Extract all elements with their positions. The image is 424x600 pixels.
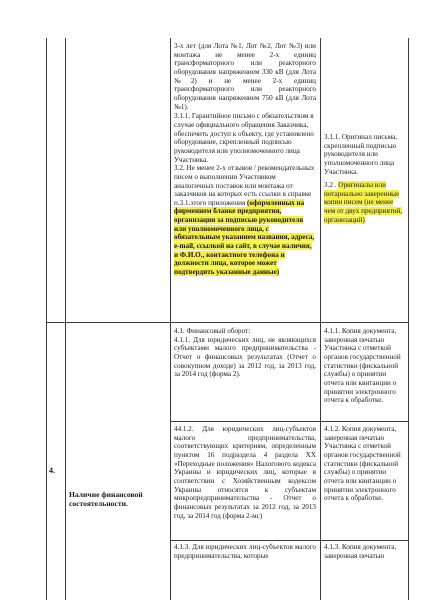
table-divider-col1 [65, 38, 66, 600]
micro-business-doc-cell [324, 543, 404, 560]
references-text-plain: 3.2. Не менее 2-х отзывов / рекомендательных писем о выполнении Участником аналогичных поставок или монтажа от заказчиков на которых есть ссылки в справке п.3.1.этого приложения [174, 164, 315, 207]
micro-business-doc-text: 4.1.3. Копия документа, заверенная печатью [324, 543, 397, 560]
section-divider-1 [170, 421, 409, 422]
row-divider-top-block [46, 322, 409, 323]
financial-turnover-doc-cell [324, 327, 404, 405]
documents-cell [324, 133, 404, 176]
table-divider-col2 [170, 38, 171, 600]
small-business-cell [174, 425, 316, 520]
originals-highlight: Оригиналы или нотариально заверенные копии писем (не менее чем от двух предприятий, организаций) [324, 181, 403, 224]
original-letter-text: 3.1.1. Оригинал письма, скрепленный подписью руководителя или уполномоченного лица Участника. [324, 133, 398, 176]
originals-text [324, 181, 404, 224]
guarantee-letter-text: 3.1.1. Гарантийное письмо с обязательством в случае официального обращения Заказчика, обеспечить доступ к объекту, где установлено оборудование, скрепленный подписью руководителя или уполномоченного лица Участника. [174, 112, 314, 164]
financial-turnover-cell [174, 327, 316, 379]
small-business-doc-text: 4.1.2. Копия документа, заверенная печатью Участника с отметкой органов государственной статистики (фискальной службы) о принятии отчета или квитанции о принятии электронного отчета к обработке. [324, 425, 401, 503]
section-divider-2 [170, 540, 409, 541]
financial-turnover-doc-text: 4.1.1. Копия документа, заверенная печатью Участника с отметкой органов государственной статистики (фискальной службы) о принятии отчета или квитанции о принятии электронного отчета к обработке. [324, 327, 401, 405]
small-business-text: 44.1.2. Для юридических лиц-субъектов малого предпринимательства, соответствующих критериям, определенным пунктом 16 подраздела 4 раздела XX «Переходные положения» Налогового кодекса Украины и юридических лиц, которые в соответствии с Хозяйственным кодексом Украины относятся к субъектам микропредпринимательства - Отчет о финансовых результатах за 2012 год, за 2013 год, за 2014 год (форма 2-мс) [174, 425, 316, 520]
references-text [174, 164, 316, 277]
requirements-cell [174, 42, 316, 277]
small-business-doc-cell [324, 425, 404, 503]
row-title: Наличие финансовой состоятельности. [69, 490, 143, 509]
table-border-right [408, 38, 409, 600]
financial-turnover-text: 4.1.1. Для юридических лиц, не являющихся субъектами малого предпринимательства - Отчет о финансовых результатах (Отчет о совокупном доходе) за 2012 год, за 2013 год, за 2014 год (форма 2). [174, 335, 316, 379]
originals-cell [324, 181, 404, 224]
table-border-left [46, 38, 47, 600]
requirement-text: 3-х лет (для Лота №1, Лот №2, Лот №3) или монтажа не менее 2-х единиц трансформаторного или реакторного оборудования напряжением 330 кВ (для Лота №2) и не менее 2-х единиц трансформаторного или реакторного оборудования напряжением 750 кВ (для Лота №1). [174, 42, 316, 111]
references-text-highlight: (оформленных на фирменном бланке предприятия, организации за подписью руководителя или уполномоченного лица, с обязательным указанием названия, адреса, e-mail, ссылкой на сайт, в случае наличия, и Ф.И.О., контактного телефона и должности лица, которое может подтвердить указанные данные) [174, 198, 315, 277]
table-divider-col3 [320, 38, 321, 600]
micro-business-text: 4.1.3. Для юридических лиц-субъектов малого предпринимательства, которые [174, 543, 316, 560]
financial-turnover-heading: 4.1. Финансовый оборот: [174, 327, 251, 335]
row-number: 4. [49, 466, 55, 475]
originals-number: 3.2 . [324, 181, 337, 189]
micro-business-cell [174, 543, 316, 560]
